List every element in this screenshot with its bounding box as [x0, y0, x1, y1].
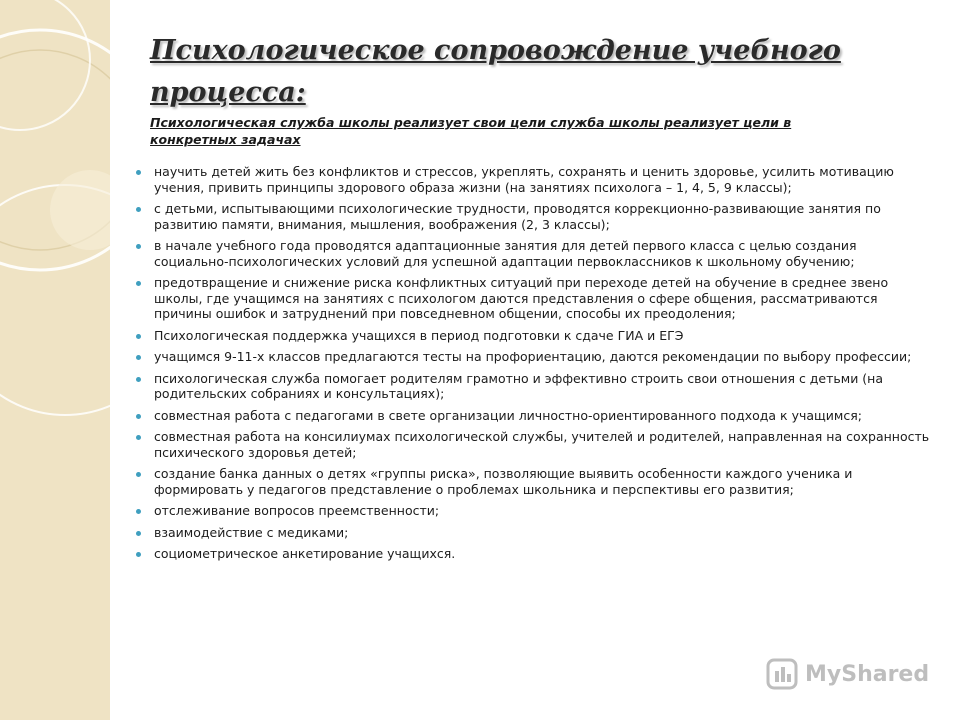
- task-list: [130, 164, 930, 568]
- list-item: [130, 164, 930, 195]
- list-item: [130, 275, 930, 322]
- bullet-icon: [136, 414, 141, 419]
- list-item-text: совместная работа на консилиумах психологической службы, учителей и родителей, направленная на сохранность психического здоровья детей;: [154, 429, 930, 460]
- bullet-icon: [136, 281, 141, 286]
- bullet-icon: [136, 531, 141, 536]
- page-title: Психологическое сопровождение учебного процесса:: [150, 35, 841, 108]
- list-item: [130, 466, 930, 497]
- watermark-text: MyShared: [805, 661, 930, 687]
- watermark: [765, 654, 935, 694]
- list-item: [130, 238, 930, 269]
- list-item-text: учащимся 9-11-х классов предлагаются тесты на профориентацию, даются рекомендации по выбору профессии;: [154, 349, 912, 364]
- page-subtitle: Психологическая служба школы реализует свои цели служба школы реализует цели в конкретных задачах: [150, 115, 792, 147]
- bullet-icon: [136, 377, 141, 382]
- bullet-icon: [136, 472, 141, 477]
- bullet-icon: [136, 170, 141, 175]
- list-item-text: совместная работа с педагогами в свете организации личностно-ориентированного подхода к учащимся;: [154, 407, 862, 423]
- bullet-icon: [136, 435, 141, 440]
- bullet-icon: [136, 509, 141, 514]
- myshared-logo-icon: [765, 657, 799, 691]
- list-item-text: создание банка данных о детях «группы риска», позволяющие выявить особенности каждого ученика и формировать у педагогов представление о проблемах школьника и перспективы его развития;: [154, 466, 853, 497]
- bullet-icon: [136, 355, 141, 360]
- bullet-icon: [136, 207, 141, 212]
- list-item-text: Психологическая поддержка учащихся в период подготовки к сдаче ГИА и ЕГЭ: [154, 327, 684, 343]
- list-item: [130, 201, 930, 232]
- list-item-text: социометрическое анкетирование учащихся.: [154, 546, 456, 561]
- list-item: [130, 503, 930, 519]
- bullet-icon: [136, 552, 141, 557]
- list-item: [130, 371, 930, 402]
- list-item-text: с детьми, испытывающими психологические трудности, проводятся коррекционно-развивающие занятия по развитию памяти, внимания, мышления, воображения (2, 3 классы);: [154, 201, 881, 232]
- list-item-text: психологическая служба помогает родителям грамотно и эффективно строить свои отношения с детьми (на родительских собраниях и консультациях);: [154, 370, 884, 401]
- list-item: [130, 546, 930, 562]
- decorative-circles: [0, 0, 110, 720]
- list-item-text: в начале учебного года проводятся адаптационные занятия для детей первого класса с целью создания социально-психологических условий для успешной адаптации первоклассников к школьному обучению;: [154, 238, 857, 269]
- bullet-icon: [136, 334, 141, 339]
- list-item-text: предотвращение и снижение риска конфликтных ситуаций при переходе детей на обучение в среднее звено школы, где учащимся на занятиях с психологом даются представления о сфере общения, рассматриваются причины ошибок и затруднений при повседневном общении, способы их преодоления;: [154, 275, 889, 321]
- list-item: [130, 408, 930, 424]
- decorative-side-panel: [0, 0, 110, 720]
- list-item: [130, 328, 930, 344]
- list-item: [130, 429, 930, 460]
- list-item-text: отслеживание вопросов преемственности;: [154, 503, 440, 518]
- list-item: [130, 525, 930, 541]
- list-item-text: научить детей жить без конфликтов и стрессов, укреплять, сохранять и ценить здоровье, усилить мотивацию учения, привить принципы здорового образа жизни (на занятиях психолога – 1, 4, 5, 9 классы);: [154, 164, 894, 195]
- list-item-text: взаимодействие с медиками;: [154, 524, 349, 540]
- list-item: [130, 349, 930, 365]
- bullet-icon: [136, 244, 141, 249]
